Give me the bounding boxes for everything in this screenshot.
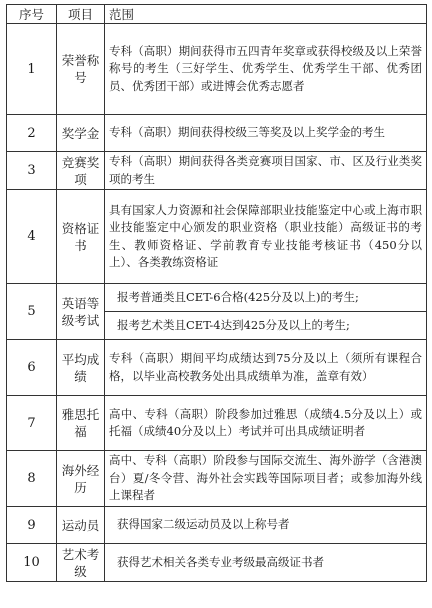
row-item: 英语等级考试 xyxy=(57,284,105,340)
table-header-row xyxy=(7,5,427,24)
table-row xyxy=(7,396,427,451)
row-item: 平均成绩 xyxy=(57,340,105,396)
table-row xyxy=(7,544,427,582)
row-scope: 高中、专科（高职）阶段参与国际交流生、海外游学（含港澳台）夏/冬令营、海外社会实践等国际项目者；或参加海外线上课程者 xyxy=(105,451,427,507)
table-row xyxy=(7,284,427,312)
header-no: 序号 xyxy=(7,5,57,24)
row-number: 8 xyxy=(7,451,57,507)
row-scope: 专科（高职）期间平均成绩达到75分及以上（须所有课程合格，以毕业高校教务处出具成绩单为准，盖章有效） xyxy=(105,340,427,396)
row-scope: 获得国家二级运动员及以上称号者 xyxy=(105,507,427,544)
row-number: 6 xyxy=(7,340,57,396)
row-scope-line: 报考普通类且CET-6合格(425分及以上)的考生; xyxy=(105,284,427,312)
row-scope: 获得艺术相关各类专业考级最高级证书者 xyxy=(105,544,427,582)
row-item: 荣誉称号 xyxy=(57,24,105,115)
row-number: 10 xyxy=(7,544,57,582)
row-item: 竞赛奖项 xyxy=(57,152,105,190)
table-row xyxy=(7,451,427,507)
row-item: 雅思托福 xyxy=(57,396,105,451)
row-number: 5 xyxy=(7,284,57,340)
row-number: 2 xyxy=(7,115,57,152)
table-row xyxy=(7,507,427,544)
row-scope-line: 报考艺术类且CET-4达到425分及以上的考生; xyxy=(105,312,427,340)
table-row xyxy=(7,115,427,152)
row-number: 7 xyxy=(7,396,57,451)
table-row xyxy=(7,340,427,396)
row-number: 3 xyxy=(7,152,57,190)
row-scope: 专科（高职）期间获得市五四青年奖章或获得校级及以上荣誉称号的考生（三好学生、优秀学生、优秀学生干部、优秀团员、优秀团干部）或进博会优秀志愿者 xyxy=(105,24,427,115)
row-scope: 专科（高职）期间获得校级三等奖及以上奖学金的考生 xyxy=(105,115,427,152)
table-row xyxy=(7,24,427,115)
row-scope: 具有国家人力资源和社会保障部职业技能鉴定中心或上海市职业技能鉴定中心颁发的职业资格（职业技能）高级证书的考生、教师资格证、学前教育专业技能考核证书（450分以上）、各类教练资格证 xyxy=(105,190,427,284)
cropped-footnote-fragment xyxy=(6,596,426,608)
row-number: 1 xyxy=(7,24,57,115)
header-scope: 范围 xyxy=(105,5,427,24)
bonus-criteria-table xyxy=(6,4,427,582)
table-row xyxy=(7,152,427,190)
row-item: 海外经历 xyxy=(57,451,105,507)
row-item: 艺术考级 xyxy=(57,544,105,582)
row-number: 4 xyxy=(7,190,57,284)
table-row xyxy=(7,190,427,284)
row-number: 9 xyxy=(7,507,57,544)
row-item: 运动员 xyxy=(57,507,105,544)
header-item: 项目 xyxy=(57,5,105,24)
row-scope: 专科（高职）期间获得各类竞赛项目国家、市、区及行业类奖项的考生 xyxy=(105,152,427,190)
row-scope: 高中、专科（高职）阶段参加过雅思（成绩4.5分及以上）或托福（成绩40分及以上）考试并可出具成绩证明者 xyxy=(105,396,427,451)
row-item: 资格证书 xyxy=(57,190,105,284)
row-item: 奖学金 xyxy=(57,115,105,152)
